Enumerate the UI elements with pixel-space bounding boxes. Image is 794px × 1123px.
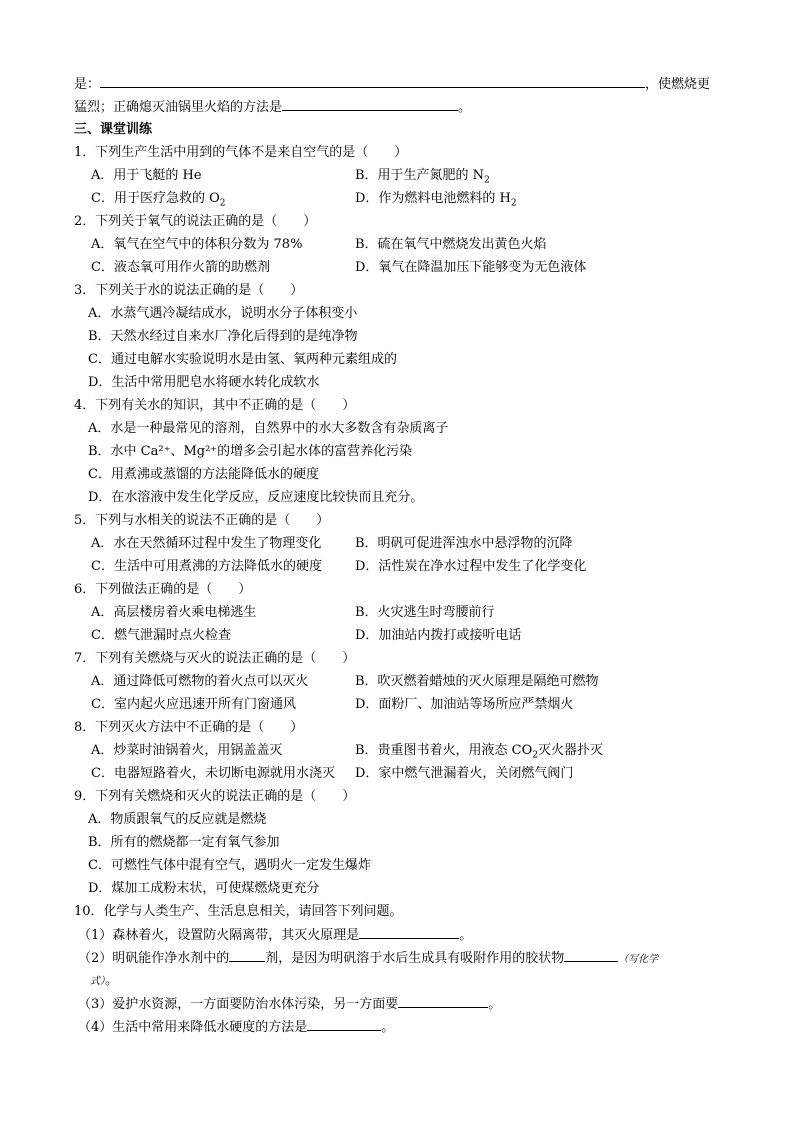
option-d[interactable]: D．在水溶液中发生化学反应，反应速度比较快而且充分。	[88, 490, 424, 505]
question-10-part-2	[74, 946, 724, 969]
question-8-options-row-1	[74, 739, 724, 762]
option-a[interactable]: A．高层楼房着火乘电梯逃生	[91, 605, 257, 620]
question-7-stem: 7．下列有关燃烧与灭火的说法正确的是（ ）	[74, 651, 356, 666]
question-8-stem: 8．下列灭火方法中不正确的是（ ）	[74, 720, 304, 735]
answer-blank[interactable]	[307, 1015, 381, 1031]
part-text: （2）明矾能作净水剂中的	[78, 951, 230, 966]
option-b[interactable]: B．火灾逃生时弯腰前行	[355, 605, 495, 620]
question-4-stem: 4．下列有关水的知识，其中不正确的是（ ）	[74, 398, 356, 413]
option-d[interactable]: D．加油站内拨打或接听电话	[355, 628, 522, 643]
question-3-stem: 3．下列关于水的说法正确的是（ ）	[74, 283, 304, 298]
question-6-options-row-1	[74, 601, 724, 624]
option-a[interactable]: A．炒菜时油锅着火，用锅盖盖灭	[91, 743, 283, 758]
option-a[interactable]: A．物质跟氧气的反应就是燃烧	[88, 812, 267, 827]
option-c[interactable]: C．电器短路着火，未切断电源就用水浇灭	[91, 766, 335, 781]
question-10-part-3	[74, 992, 724, 1015]
question-6-stem: 6．下列做法正确的是（ ）	[74, 582, 252, 597]
option-a[interactable]: A．水在天然循环过程中发生了物理变化	[91, 536, 322, 551]
option-d[interactable]: D．煤加工成粉末状，可使煤燃烧更充分	[88, 881, 320, 896]
punctuation: 。	[381, 1020, 395, 1035]
part-text: 剂，是因为明矾溶于水后生成具有吸附作用的胶状物	[265, 951, 565, 966]
option-b[interactable]: B．所有的燃烧都一定有氧气参加	[88, 835, 280, 850]
section-heading: 三、课堂训练	[74, 122, 153, 137]
carryover-line-2	[74, 95, 724, 118]
carryover-prefix: 是：	[74, 77, 101, 92]
option-d[interactable]: D．生活中常用肥皂水将硬水转化成软水	[88, 375, 320, 390]
option-a[interactable]: A．氧气在空气中的体积分数为 78%	[91, 237, 303, 252]
question-10-part-4	[74, 1015, 724, 1038]
option-a[interactable]: A．水蒸气遇冷凝结成水，说明水分子体积变小	[88, 306, 358, 321]
option-a[interactable]: A．用于飞艇的 He	[91, 168, 202, 183]
part-text: （1）森林着火，设置防火隔离带，其灭火原理是	[78, 928, 360, 943]
carryover-text: 猛烈；正确熄灭油锅里火焰的方法是	[74, 100, 283, 115]
question-1-options-row-1	[74, 164, 724, 187]
option-b[interactable]: B．天然水经过自来水厂净化后得到的是纯净物	[88, 329, 358, 344]
question-2-options-row-1	[74, 233, 724, 256]
question-10-part-1	[74, 923, 724, 946]
punctuation: 。	[458, 100, 472, 115]
worksheet-page	[74, 72, 724, 1038]
note-text: 式）	[90, 976, 105, 987]
option-b[interactable]: B．水中 Ca²⁺、Mg²⁺的增多会引起水体的富营养化污染	[88, 444, 413, 459]
carryover-line-1	[74, 72, 724, 95]
option-a[interactable]: A．通过降低可燃物的着火点可以灭火	[91, 674, 309, 689]
answer-blank[interactable]	[229, 946, 265, 962]
punctuation: 。	[488, 997, 502, 1012]
question-7-options-row-2	[74, 693, 724, 716]
part-text: （4）生活中常用来降低水硬度的方法是	[78, 1020, 308, 1035]
answer-blank[interactable]	[359, 923, 459, 939]
option-b[interactable]: B．吹灭燃着蜡烛的灭火原理是隔绝可燃物	[355, 674, 599, 689]
note-text: （写化学	[618, 954, 659, 965]
option-d[interactable]: D．面粉厂、加油站等场所应严禁烟火	[355, 697, 574, 712]
question-8-options-row-2	[74, 762, 724, 785]
option-b[interactable]: B．明矾可促进浑浊水中悬浮物的沉降	[355, 536, 573, 551]
question-5-options-row-1	[74, 532, 724, 555]
option-c[interactable]: C．燃气泄漏时点火检查	[91, 628, 231, 643]
question-6-options-row-2	[74, 624, 724, 647]
answer-blank[interactable]	[564, 946, 618, 962]
answer-blank[interactable]	[398, 992, 488, 1008]
option-d[interactable]: D．活性炭在净水过程中发生了化学变化	[355, 559, 587, 574]
punctuation: 。	[105, 973, 119, 988]
answer-blank[interactable]	[282, 95, 458, 111]
option-c[interactable]: C．室内起火应迅速开所有门窗通风	[91, 697, 296, 712]
question-10-part-2-cont	[74, 969, 724, 992]
punctuation: 。	[459, 928, 473, 943]
question-10-stem: 10．化学与人类生产、生活息息相关，请回答下列问题。	[74, 904, 403, 919]
option-c[interactable]: C．液态氧可用作火箭的助燃剂	[91, 260, 270, 275]
option-d[interactable]: D．作为燃料电池燃料的 $H_2$	[355, 191, 517, 209]
option-a[interactable]: A．水是一种最常见的溶剂，自然界中的水大多数含有杂质离子	[88, 421, 449, 436]
question-9-stem: 9．下列有关燃烧和灭火的说法正确的是（ ）	[74, 789, 356, 804]
question-2-stem: 2．下列关于氧气的说法正确的是（ ）	[74, 214, 317, 229]
answer-blank[interactable]	[100, 72, 645, 88]
question-5-options-row-2	[74, 555, 724, 578]
question-1-options-row-2	[74, 187, 724, 210]
option-c[interactable]: C．用于医疗急救的 $O_2$	[91, 191, 226, 209]
option-b[interactable]: B．贵重图书着火，用液态 $CO_2$灭火器扑灭	[355, 743, 604, 761]
option-b[interactable]: B．用于生产氮肥的 $N_2$	[355, 168, 490, 186]
option-d[interactable]: D．家中燃气泄漏着火，关闭燃气阀门	[355, 766, 574, 781]
option-c[interactable]: C．通过电解水实验说明水是由氢、氧两种元素组成的	[88, 352, 397, 367]
option-c[interactable]: C．生活中可用煮沸的方法降低水的硬度	[91, 559, 322, 574]
option-d[interactable]: D．氧气在降温加压下能够变为无色液体	[355, 260, 587, 275]
question-7-options-row-1	[74, 670, 724, 693]
option-b[interactable]: B．硫在氧气中燃烧发出黄色火焰	[355, 237, 547, 252]
question-2-options-row-2	[74, 256, 724, 279]
question-5-stem: 5．下列与水相关的说法不正确的是（ ）	[74, 513, 330, 528]
option-c[interactable]: C．可燃性气体中混有空气，遇明火一定发生爆炸	[88, 858, 371, 873]
carryover-suffix: ，使燃烧更	[645, 77, 711, 92]
option-c[interactable]: C．用煮沸或蒸馏的方法能降低水的硬度	[88, 467, 319, 482]
part-text: （3）爱护水资源，一方面要防治水体污染，另一方面要	[78, 997, 399, 1012]
question-1-stem: 1．下列生产生活中用到的气体不是来自空气的是（ ）	[74, 145, 408, 160]
